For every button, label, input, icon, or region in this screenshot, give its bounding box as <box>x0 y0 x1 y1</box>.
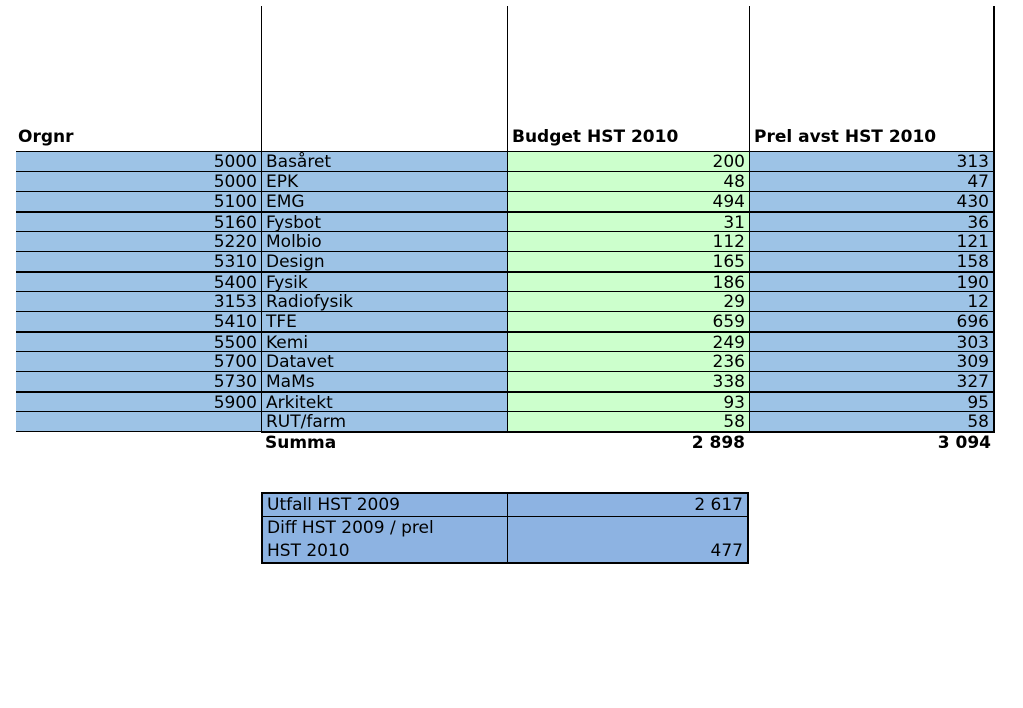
name-cell[interactable]: Design <box>261 251 507 271</box>
header-row <box>16 6 995 151</box>
diff-label-line1: Diff HST 2009 / prel <box>267 518 434 538</box>
orgnr-cell[interactable]: 5100 <box>16 191 261 211</box>
table-row <box>16 171 995 191</box>
budget-cell[interactable]: 236 <box>507 351 749 371</box>
orgnr-cell[interactable]: 5000 <box>16 171 261 191</box>
budget-cell[interactable]: 338 <box>507 371 749 391</box>
diff-value[interactable]: 477 <box>507 516 749 564</box>
prel-cell[interactable]: 12 <box>749 291 995 311</box>
prel-cell[interactable]: 303 <box>749 331 995 351</box>
header-prel: Prel avst HST 2010 <box>754 127 937 147</box>
orgnr-cell[interactable]: 5410 <box>16 311 261 331</box>
table-row <box>16 411 995 431</box>
prel-cell[interactable]: 58 <box>749 411 995 431</box>
budget-cell[interactable]: 165 <box>507 251 749 271</box>
orgnr-cell[interactable]: 3153 <box>16 291 261 311</box>
name-cell[interactable]: Molbio <box>261 231 507 251</box>
summa-label[interactable]: Summa <box>261 431 507 453</box>
table-row <box>16 191 995 211</box>
budget-cell[interactable]: 659 <box>507 311 749 331</box>
budget-cell[interactable]: 200 <box>507 151 749 171</box>
name-cell[interactable]: RUT/farm <box>261 411 507 431</box>
diff-row <box>16 516 751 564</box>
table-row <box>16 231 995 251</box>
prel-cell[interactable]: 190 <box>749 271 995 291</box>
table-row <box>16 391 995 411</box>
table-row <box>16 371 995 391</box>
orgnr-cell[interactable]: 5000 <box>16 151 261 171</box>
name-cell[interactable]: EMG <box>261 191 507 211</box>
header-name-cell[interactable] <box>261 6 507 151</box>
prel-cell[interactable]: 121 <box>749 231 995 251</box>
name-cell[interactable]: Fysik <box>261 271 507 291</box>
orgnr-cell[interactable]: 5400 <box>16 271 261 291</box>
prel-cell[interactable]: 309 <box>749 351 995 371</box>
summa-row <box>16 431 995 453</box>
table-row <box>16 251 995 271</box>
budget-cell[interactable]: 249 <box>507 331 749 351</box>
name-cell[interactable]: MaMs <box>261 371 507 391</box>
orgnr-cell[interactable]: 5160 <box>16 211 261 231</box>
name-cell[interactable]: Fysbot <box>261 211 507 231</box>
orgnr-cell[interactable]: 5220 <box>16 231 261 251</box>
header-budget: Budget HST 2010 <box>512 127 679 147</box>
utfall-row <box>16 492 751 516</box>
prel-cell[interactable]: 430 <box>749 191 995 211</box>
name-cell[interactable]: Radiofysik <box>261 291 507 311</box>
table-row <box>16 331 995 351</box>
budget-cell[interactable]: 31 <box>507 211 749 231</box>
utfall-value[interactable]: 2 617 <box>507 492 749 516</box>
orgnr-cell[interactable]: 5730 <box>16 371 261 391</box>
summa-budget[interactable]: 2 898 <box>507 431 749 453</box>
budget-cell[interactable]: 48 <box>507 171 749 191</box>
prel-cell[interactable]: 313 <box>749 151 995 171</box>
diff-label-line2: HST 2010 <box>267 541 350 561</box>
orgnr-cell[interactable]: 5500 <box>16 331 261 351</box>
orgnr-cell[interactable]: 5310 <box>16 251 261 271</box>
prel-cell[interactable]: 95 <box>749 391 995 411</box>
summa-prel[interactable]: 3 094 <box>749 431 995 453</box>
name-cell[interactable]: Kemi <box>261 331 507 351</box>
utfall-label[interactable]: Utfall HST 2009 <box>261 492 507 516</box>
table-row <box>16 151 995 171</box>
name-cell[interactable]: Basåret <box>261 151 507 171</box>
name-cell[interactable]: Datavet <box>261 351 507 371</box>
header-prel-cell[interactable] <box>749 6 995 151</box>
orgnr-cell[interactable]: 5900 <box>16 391 261 411</box>
budget-cell[interactable]: 58 <box>507 411 749 431</box>
budget-cell[interactable]: 29 <box>507 291 749 311</box>
summa-blank-cell <box>16 431 261 453</box>
budget-cell[interactable]: 112 <box>507 231 749 251</box>
name-cell[interactable]: EPK <box>261 171 507 191</box>
prel-cell[interactable]: 47 <box>749 171 995 191</box>
diff-label-cell[interactable] <box>261 516 507 564</box>
prel-cell[interactable]: 696 <box>749 311 995 331</box>
prel-cell[interactable]: 158 <box>749 251 995 271</box>
budget-cell[interactable]: 186 <box>507 271 749 291</box>
budget-cell[interactable]: 93 <box>507 391 749 411</box>
name-cell[interactable]: TFE <box>261 311 507 331</box>
table-row <box>16 291 995 311</box>
table-row <box>16 351 995 371</box>
header-orgnr-cell[interactable] <box>16 6 261 151</box>
table-row <box>16 271 995 291</box>
prel-cell[interactable]: 327 <box>749 371 995 391</box>
orgnr-cell[interactable]: 5700 <box>16 351 261 371</box>
table-row <box>16 311 995 331</box>
header-orgnr: Orgnr <box>18 127 74 147</box>
header-budget-cell[interactable] <box>507 6 749 151</box>
table-row <box>16 211 995 231</box>
prel-cell[interactable]: 36 <box>749 211 995 231</box>
budget-cell[interactable]: 494 <box>507 191 749 211</box>
name-cell[interactable]: Arkitekt <box>261 391 507 411</box>
orgnr-cell[interactable] <box>16 411 261 431</box>
